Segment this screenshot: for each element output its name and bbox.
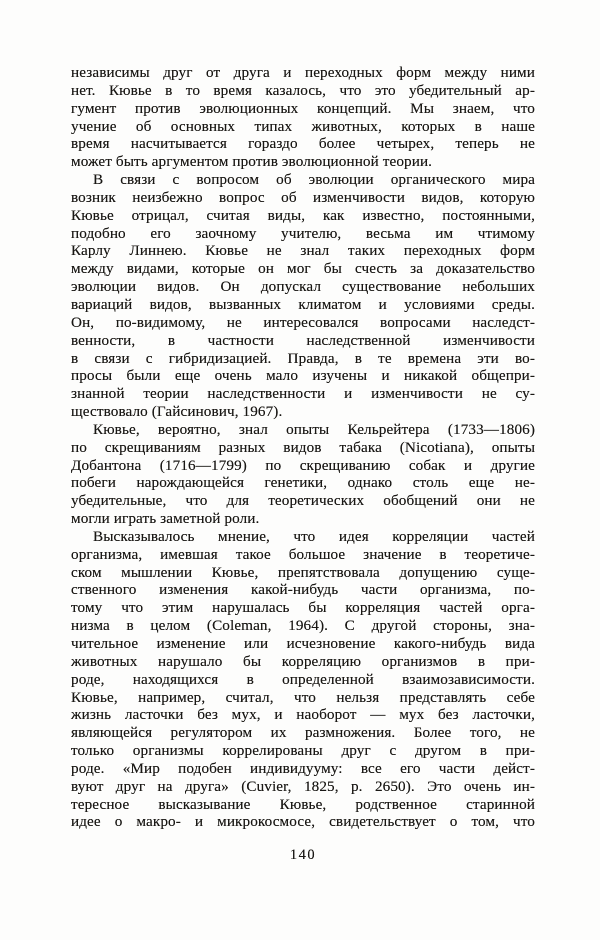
text-line: просы были еще очень мало изучены и никакой общепри-	[71, 367, 535, 385]
text-line: В связи с вопросом об эволюции органического мира	[93, 171, 535, 189]
text-line: тому что этим нарушалась бы корреляция частей орга-	[71, 599, 535, 617]
text-line: подобно его заочному учителю, весьма им чтимому	[71, 224, 535, 242]
text-line: возник неизбежно вопрос об изменчивости видов, которую	[71, 188, 535, 206]
text-line: гумент против эволюционных концепций. Мы знаем, что	[71, 99, 535, 117]
text-line: роде, находящихся в определенной взаимозависимости.	[71, 670, 535, 688]
text-line: вариаций видов, вызванных климатом и условиями среды.	[71, 295, 535, 313]
text-line: Кювье отрицал, считая виды, как известно, постоянными,	[71, 206, 535, 224]
text-line: организма, имевшая такое большое значение в теоретиче-	[71, 545, 535, 563]
text-line: нет. Кювье в то время казалось, что это убедительный ар-	[71, 81, 535, 99]
text-line: между видами, которые он мог бы счесть за доказательство	[71, 260, 535, 278]
page-number: 140	[289, 847, 317, 863]
text-line: эволюции видов. Он допускал существование небольших	[71, 278, 535, 296]
text-line: убедительные, что для теоретических обобщений они не	[71, 492, 535, 510]
text-line: ществовало (Гайсинович, 1967).	[71, 403, 283, 421]
text-line: может быть аргументом против эволюционной теории.	[71, 153, 433, 171]
text-line: животных нарушало бы корреляцию организмов в при-	[71, 652, 535, 670]
text-line: идее о макро- и микрокосмосе, свидетельствует о том, что	[71, 813, 535, 831]
text-line: учение об основных типах животных, которых в наше	[71, 117, 535, 135]
text-line: знанной теории наследственности и изменчивости не су-	[71, 385, 535, 403]
text-line: ственного изменения какой-нибудь части организма, по-	[71, 581, 535, 599]
text-line: в связи с гибридизацией. Правда, в те времена эти во-	[71, 349, 535, 367]
text-line: ском мышлении Кювье, препятствовала допущению суще-	[71, 563, 535, 581]
text-line: роде. «Мир подобен индивидууму: все его части дейст-	[71, 759, 535, 777]
text-line: по скрещиваниям разных видов табака (Nicotiana), опыты	[71, 438, 535, 456]
text-line: время насчитывается гораздо более четырех, теперь не	[71, 135, 535, 153]
text-line: Карлу Линнею. Кювье не знал таких переходных форм	[71, 242, 535, 260]
text-line: тересное высказывание Кювье, родственное старинной	[71, 795, 535, 813]
text-line: могли играть заметной роли.	[71, 510, 260, 528]
text-line: побеги нарождающейся генетики, однако столь еще не-	[71, 474, 535, 492]
page-text	[71, 64, 535, 831]
text-line: Кювье, например, считал, что нельзя представлять себе	[71, 688, 535, 706]
text-line: вуют друг на друга» (Cuvier, 1825, p. 2650). Это очень ин-	[71, 777, 535, 795]
text-line: чительное изменение или исчезновение какого-нибудь вида	[71, 635, 535, 652]
text-line: Он, по-видимому, не интересовался вопросами наследст-	[71, 313, 535, 331]
text-line: жизнь ласточки без мух, и наоборот — мух без ласточки,	[71, 706, 535, 724]
text-line: являющейся регулятором их размножения. Более того, не	[71, 724, 535, 742]
text-line: низма в целом (Coleman, 1964). С другой стороны, зна-	[71, 617, 535, 635]
text-line: венности, в частности наследственной изменчивости	[71, 331, 535, 349]
text-line: независимы друг от друга и переходных форм между ними	[71, 64, 535, 81]
text-line: Кювье, вероятно, знал опыты Кельрейтера (1733—1806)	[93, 420, 535, 438]
text-line: Добантона (1716—1799) по скрещиванию собак и другие	[71, 456, 535, 474]
text-line: только организмы коррелированы друг с другом в при-	[71, 742, 535, 760]
text-line: Высказывалось мнение, что идея корреляции частей	[93, 527, 535, 545]
